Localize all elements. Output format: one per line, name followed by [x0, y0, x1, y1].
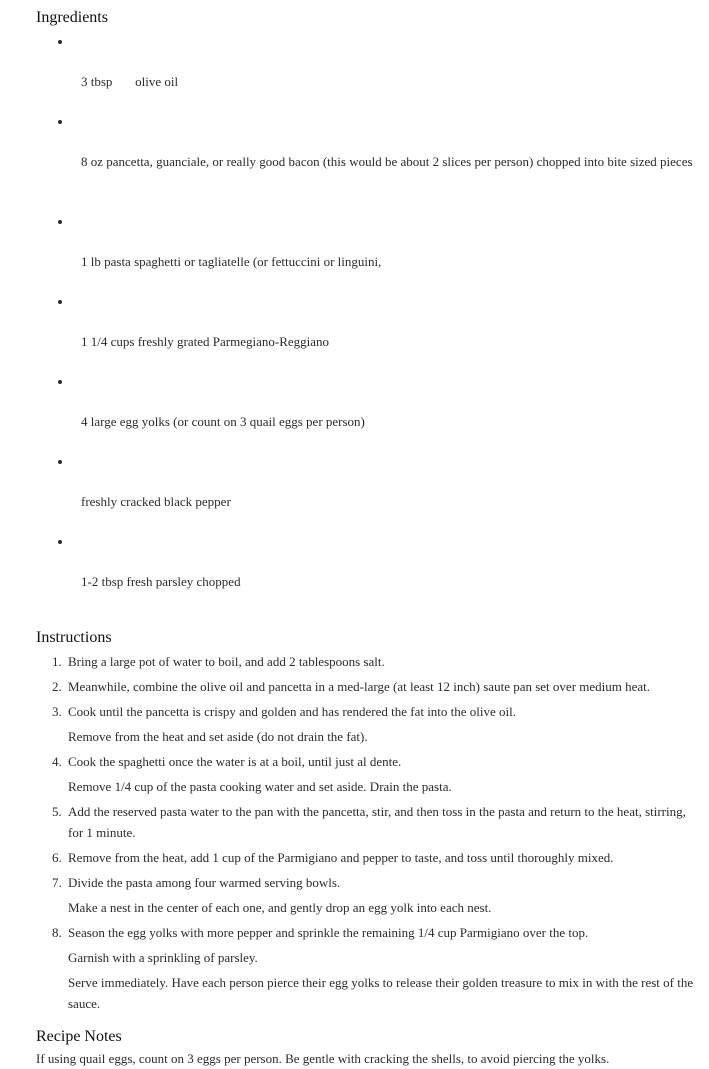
ingredients-heading: Ingredients [36, 9, 108, 26]
step-paragraph: Season the egg yolks with more pepper and sprinkle the remaining 1/4 cup Parmigiano over the top. [68, 925, 589, 940]
step-paragraph: Remove from the heat and set aside (do not drain the fat). [68, 729, 368, 744]
step-body [68, 801, 701, 847]
ingredients-list [36, 32, 701, 612]
step-paragraph: Meanwhile, combine the olive oil and pancetta in a med-large (at least 12 inch) saute pan set over medium heat. [68, 679, 651, 694]
ingredient-item [36, 452, 701, 532]
ingredient-item [36, 112, 701, 192]
step-paragraph: Remove from the heat, add 1 cup of the Parmigiano and pepper to taste, and toss until thoroughly mixed. [68, 850, 614, 865]
recipe-notes-text: If using quail eggs, count on 3 eggs per person. Be gentle with cracking the shells, to avoid piercing the yolks. [36, 1051, 610, 1066]
bullet-icon [58, 380, 62, 384]
ingredient-text: 1-2 tbsp fresh parsley chopped [81, 574, 241, 589]
step-number: 3. [52, 704, 62, 719]
ingredient-text: 8 oz pancetta, guanciale, or really good bacon (this would be about 2 slices per person) chopped into bite sized pieces [81, 154, 693, 169]
instruction-step [36, 651, 701, 676]
step-number: 2. [52, 679, 62, 694]
step-paragraph: Divide the pasta among four warmed serving bowls. [68, 875, 341, 890]
instruction-step [36, 676, 701, 701]
step-number: 1. [52, 654, 62, 669]
step-paragraph: Remove 1/4 cup of the pasta cooking water and set aside. Drain the pasta. [68, 779, 452, 794]
ingredient-text: 4 large egg yolks (or count on 3 quail eggs per person) [81, 414, 365, 429]
step-paragraph: Garnish with a sprinkling of parsley. [68, 950, 258, 965]
bullet-icon [58, 120, 62, 124]
bullet-icon [58, 460, 62, 464]
step-body [68, 651, 701, 676]
recipe-notes-heading: Recipe Notes [36, 1028, 122, 1045]
step-number: 7. [52, 875, 62, 890]
step-body [68, 922, 701, 1018]
step-paragraph: Cook until the pancetta is crispy and golden and has rendered the fat into the olive oil. [68, 704, 517, 719]
instruction-step [36, 701, 701, 751]
ingredient-item [36, 32, 701, 112]
step-body [68, 847, 701, 872]
ingredient-item [36, 212, 701, 292]
step-number: 4. [52, 754, 62, 769]
instructions-list [36, 651, 701, 1018]
step-body [68, 751, 701, 801]
step-body [68, 701, 701, 751]
instruction-step [36, 922, 701, 1018]
instruction-step [36, 801, 701, 847]
step-paragraph: Bring a large pot of water to boil, and add 2 tablespoons salt. [68, 654, 385, 669]
step-paragraph: Cook the spaghetti once the water is at a boil, until just al dente. [68, 754, 402, 769]
bullet-icon [58, 40, 62, 44]
instruction-step [36, 847, 701, 872]
step-paragraph: Add the reserved pasta water to the pan with the pancetta, stir, and then toss in the pasta and return to the heat, stirring, for 1 minute. [68, 804, 686, 840]
instruction-step [36, 751, 701, 801]
ingredient-text: 3 tbsp olive oil [81, 74, 179, 89]
bullet-icon [58, 220, 62, 224]
step-paragraph: Make a nest in the center of each one, and gently drop an egg yolk into each nest. [68, 900, 492, 915]
step-number: 8. [52, 925, 62, 940]
step-body [68, 872, 701, 922]
ingredient-item [36, 532, 701, 612]
step-number: 5. [52, 804, 62, 819]
ingredient-text: freshly cracked black pepper [81, 494, 231, 509]
bullet-icon [58, 300, 62, 304]
bullet-icon [58, 540, 62, 544]
ingredient-list-spacer [36, 192, 701, 212]
ingredient-text: 1 lb pasta spaghetti or tagliatelle (or fettuccini or linguini, [81, 254, 382, 269]
step-body [68, 676, 701, 701]
step-paragraph: Serve immediately. Have each person pierce their egg yolks to release their golden treasure to mix in with the rest of the sauce. [68, 975, 694, 1011]
instructions-heading: Instructions [36, 629, 112, 646]
ingredient-item [36, 372, 701, 452]
instruction-step [36, 872, 701, 922]
ingredient-item [36, 292, 701, 372]
step-number: 6. [52, 850, 62, 865]
ingredient-text: 1 1/4 cups freshly grated Parmegiano-Reggiano [81, 334, 330, 349]
